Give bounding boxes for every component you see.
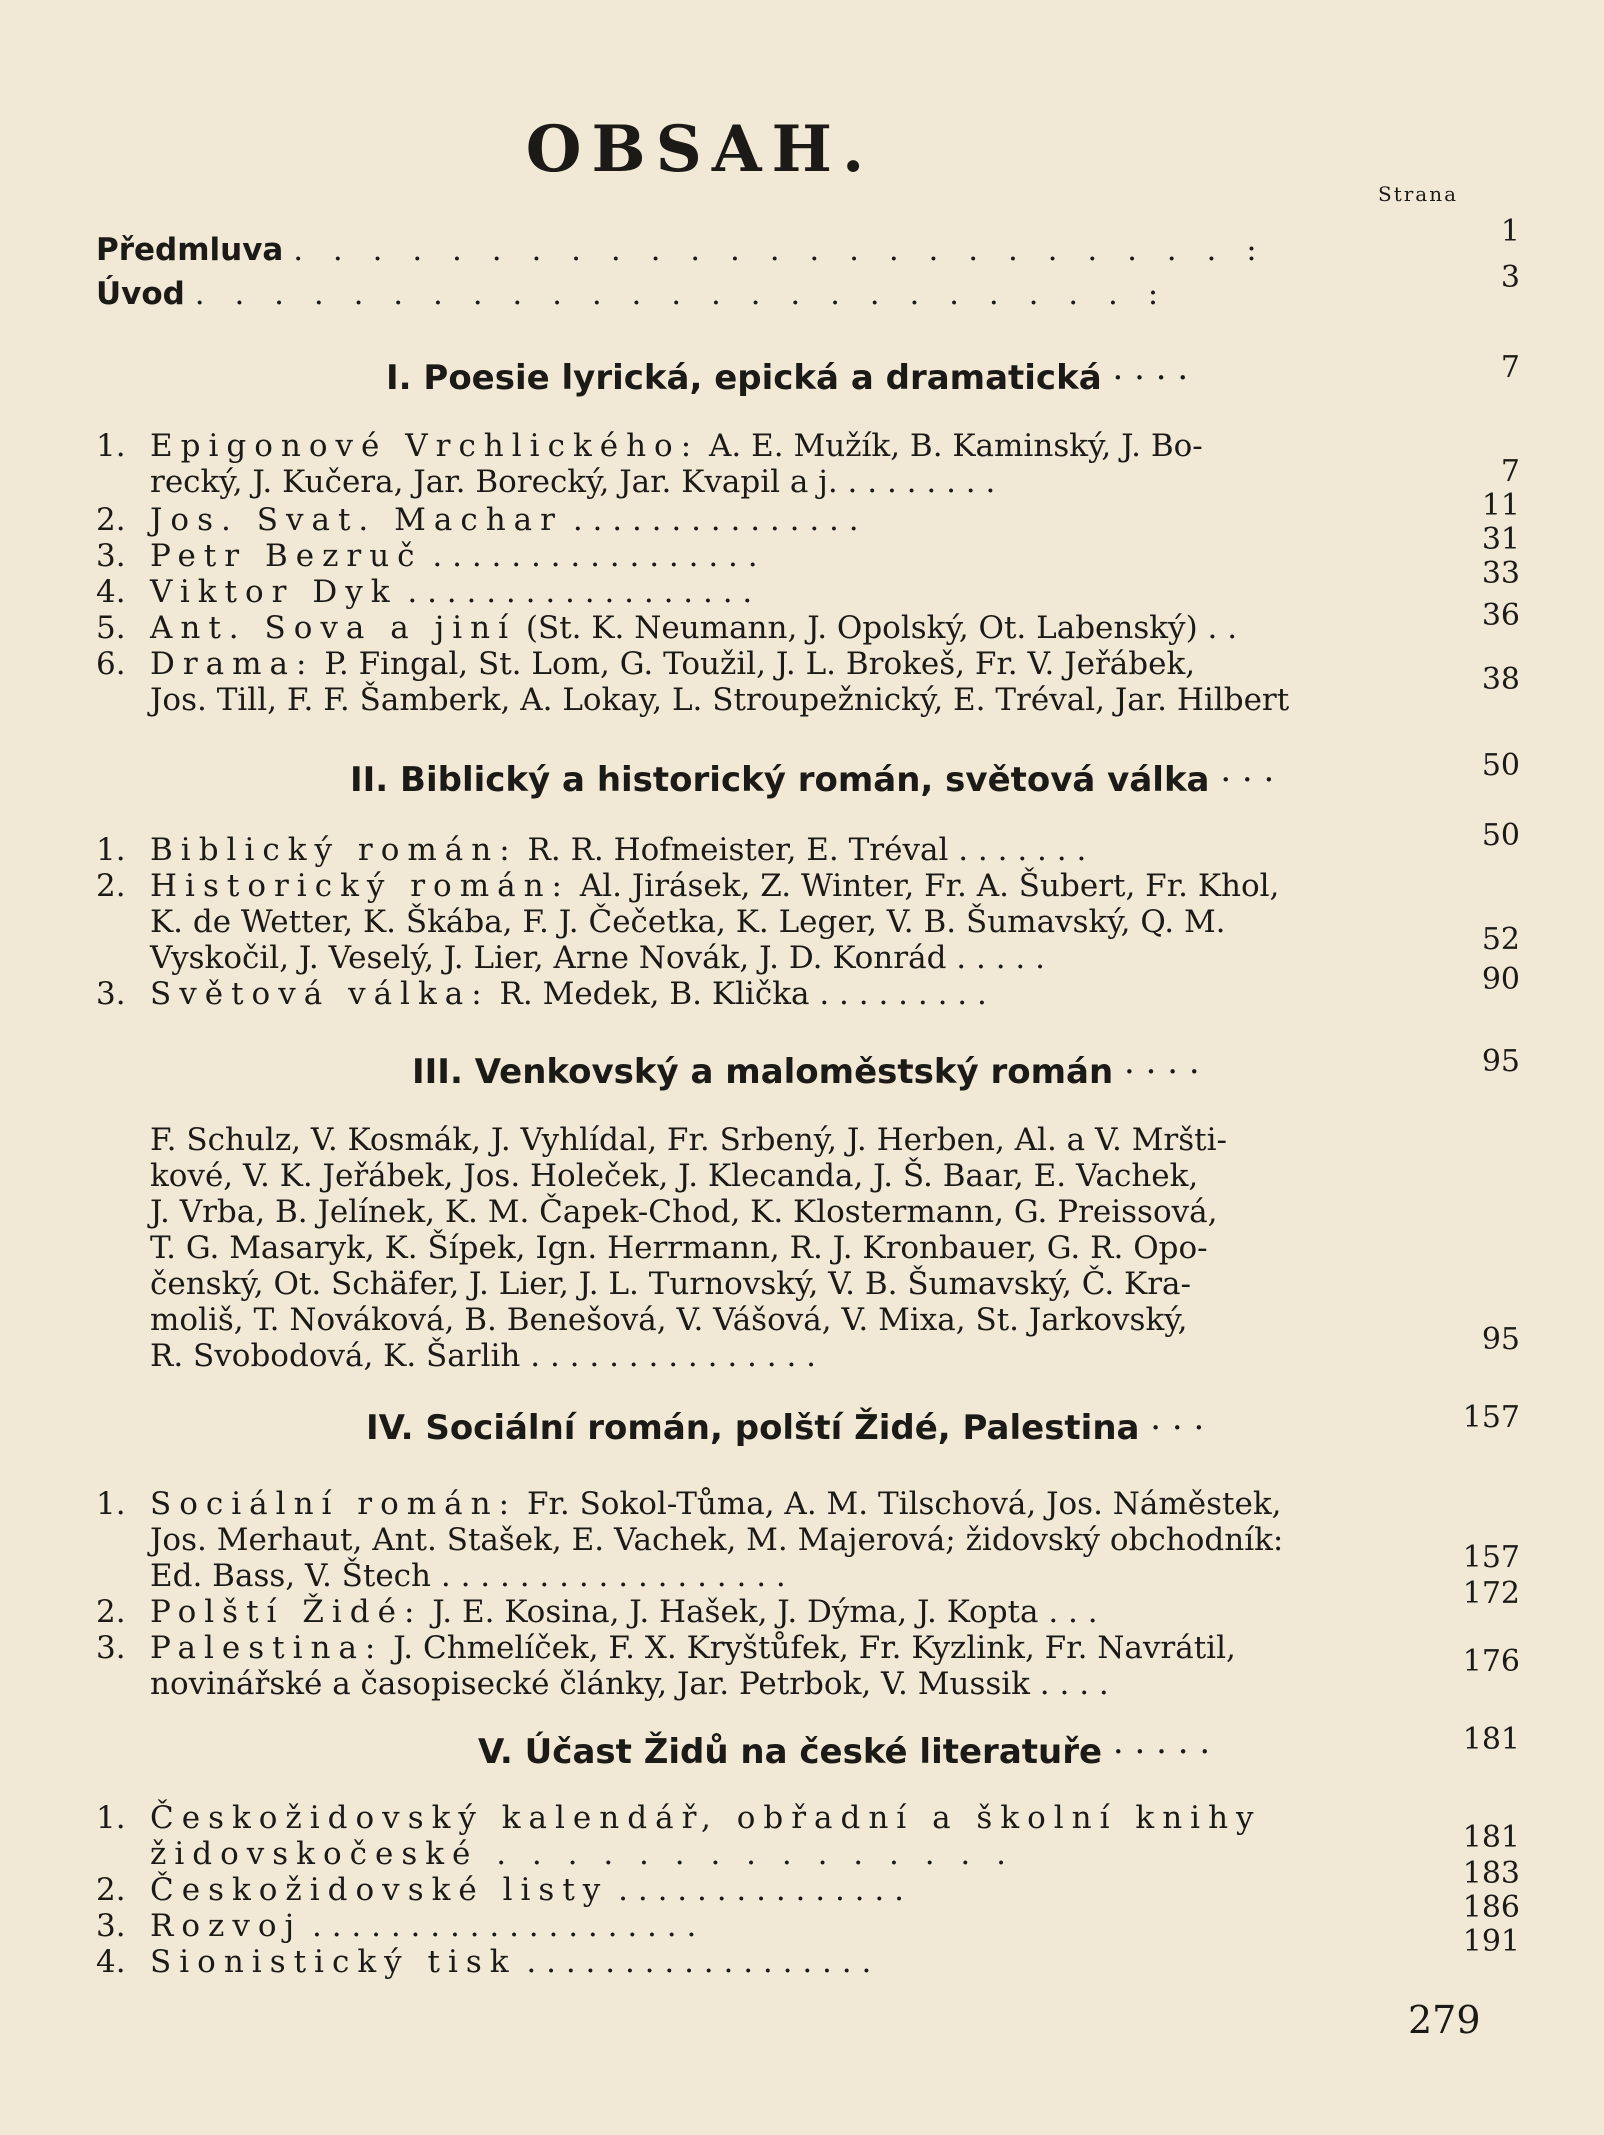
page-number: 181 xyxy=(1462,1722,1520,1757)
item-number: 3. xyxy=(96,1908,126,1944)
leader-dots: . . . . . . . . . . . . . . . . . . xyxy=(526,1944,872,1980)
item-text: Ed. Bass, V. Štech . . . . . . . . . . . . . . . . . . xyxy=(150,1558,786,1594)
page-number: 191 xyxy=(1462,1924,1520,1959)
toc-item xyxy=(150,832,1086,868)
item-heading: Ant. Sova a jiní xyxy=(150,610,517,646)
item-text: K. de Wetter, K. Škába, F. J. Čečetka, K. Leger, V. B. Šumavský, Q. M. xyxy=(150,904,1226,940)
item-text: F. Schulz, V. Kosmák, J. Vyhlídal, Fr. Srbený, J. Herben, Al. a V. Mršti- xyxy=(150,1122,1228,1158)
leader-dots: . . . . . . . . . . . . . . . xyxy=(618,1872,904,1908)
section-heading xyxy=(412,1054,1200,1090)
item-text: recký, J. Kučera, Jar. Borecký, Jar. Kvapil a j. . . . . . . . . xyxy=(150,464,996,500)
page-number: 50 xyxy=(1481,818,1520,853)
page-number: 95 xyxy=(1481,1044,1520,1079)
item-number: 1. xyxy=(96,832,126,868)
item-number: 5. xyxy=(96,610,126,646)
page-number: 33 xyxy=(1481,556,1520,591)
item-text: Jos. Merhaut, Ant. Stašek, E. Vachek, M. Majerová; židovský obchodník: xyxy=(150,1522,1284,1558)
page-number: 181 xyxy=(1462,1820,1520,1855)
item-heading: Viktor Dyk xyxy=(150,574,398,610)
item-text: Al. Jirásek, Z. Winter, Fr. A. Šubert, Fr. Khol, xyxy=(579,868,1280,904)
item-heading: Jos. Svat. Machar xyxy=(150,502,563,538)
item-text: J. E. Kosina, J. Hašek, J. Dýma, J. Kopta . . . xyxy=(432,1594,1098,1630)
page-column-label: Strana xyxy=(1378,182,1459,206)
item-text: židovskočeské . . . . . . . . . . . . . . . xyxy=(150,1836,1014,1872)
toc-entry-uvod xyxy=(96,276,1168,312)
toc-item xyxy=(150,1594,1098,1630)
item-number: 4. xyxy=(96,574,126,610)
item-heading: Biblický román: xyxy=(150,832,518,868)
item-number: 2. xyxy=(96,502,126,538)
leader-dots: · · · · xyxy=(1124,1052,1200,1092)
item-number: 3. xyxy=(96,538,126,574)
toc-item xyxy=(150,574,752,610)
section-heading xyxy=(366,1410,1204,1446)
page-number: 7 xyxy=(1500,454,1520,489)
section-heading xyxy=(350,762,1274,798)
item-number: 2. xyxy=(96,1872,126,1908)
toc-entry-predmluva xyxy=(96,232,1267,268)
item-number: 2. xyxy=(96,1594,126,1630)
page-number: 176 xyxy=(1462,1644,1520,1679)
leader-dots: . . . . . . . . . . . . . . . xyxy=(572,502,859,538)
leader-dots: . . . . . . . . . . . . . . . . . . . . . . . . : xyxy=(194,276,1169,312)
item-heading: Drama: xyxy=(150,646,315,682)
item-text: R. R. Hofmeister, E. Tréval . . . . . . . xyxy=(527,832,1087,868)
item-heading: Palestina: xyxy=(150,1630,384,1666)
leader-dots: . . . . . . . . . . . . . . . . . xyxy=(432,538,758,574)
item-text: Jos. Till, F. F. Šamberk, A. Lokay, L. Stroupežnický, E. Tréval, Jar. Hilbert xyxy=(150,682,1290,718)
leader-dots: . . . . . . . . . . . . . . . . . . xyxy=(407,574,753,610)
toc-item xyxy=(150,1800,1262,1836)
leader-dots: . . . . . . . . . . . . . . . . . . . . . . . . : xyxy=(293,232,1267,268)
item-text: A. E. Mužík, B. Kaminský, J. Bo- xyxy=(709,428,1203,464)
item-number: 4. xyxy=(96,1944,126,1980)
item-number: 1. xyxy=(96,1800,126,1836)
section-title: II. Biblický a historický román, světová válka xyxy=(350,760,1210,800)
toc-item xyxy=(150,428,1203,464)
item-text: Vyskočil, J. Veselý, J. Lier, Arne Novák, J. D. Konrád . . . . . xyxy=(150,940,1045,976)
item-text: J. Chmelíček, F. X. Kryštůfek, Fr. Kyzlink, Fr. Navrátil, xyxy=(393,1630,1236,1666)
toc-item xyxy=(150,502,859,538)
item-heading: Českožidovský kalendář, obřadní a školní knihy xyxy=(150,1800,1262,1836)
item-heading: Sociální román: xyxy=(150,1486,518,1522)
page-number: 172 xyxy=(1462,1576,1520,1611)
section-title: IV. Sociální román, polští Židé, Palestina xyxy=(366,1408,1140,1448)
item-heading: Sionistický tisk xyxy=(150,1944,517,1980)
item-heading: Historický román: xyxy=(150,868,570,904)
toc-item xyxy=(150,868,1279,904)
item-text: kové, V. K. Jeřábek, Jos. Holeček, J. Klecanda, J. Š. Baar, E. Vachek, xyxy=(150,1158,1199,1194)
page-number: 157 xyxy=(1462,1540,1520,1575)
item-text: Fr. Sokol-Tůma, A. M. Tilschová, Jos. Náměstek, xyxy=(526,1486,1282,1522)
page-number: 11 xyxy=(1481,488,1520,523)
page-number: 3 xyxy=(1500,260,1520,295)
section-title: I. Poesie lyrická, epická a dramatická xyxy=(386,358,1102,398)
item-number: 6. xyxy=(96,646,126,682)
item-heading: Světová válka: xyxy=(150,976,490,1012)
page-number: 1 xyxy=(1500,214,1520,249)
toc-item xyxy=(150,1872,904,1908)
item-text: R. Medek, B. Klička . . . . . . . . . xyxy=(499,976,987,1012)
item-text: moliš, T. Nováková, B. Benešová, V. Vášová, V. Mixa, St. Jarkovský, xyxy=(150,1302,1188,1338)
item-number: 2. xyxy=(96,868,126,904)
toc-item xyxy=(150,1944,871,1980)
page-number: 90 xyxy=(1481,962,1520,997)
item-heading: Petr Bezruč xyxy=(150,538,423,574)
section-heading xyxy=(386,360,1188,396)
page-number: 183 xyxy=(1462,1856,1520,1891)
item-number: 3. xyxy=(96,976,126,1012)
page-number: 36 xyxy=(1481,598,1520,633)
toc-item xyxy=(150,538,758,574)
toc-item xyxy=(150,610,1237,646)
leader-dots: · · · · xyxy=(1112,358,1189,398)
leader-dots: . . . . . . . . . . . . . . . . . . . . xyxy=(312,1908,697,1944)
item-number: 1. xyxy=(96,1486,126,1522)
item-heading: Polští Židé: xyxy=(150,1594,423,1630)
page-number: 157 xyxy=(1462,1400,1520,1435)
page-number: 186 xyxy=(1462,1890,1520,1925)
item-text: R. Svobodová, K. Šarlih . . . . . . . . . . . . . . . xyxy=(150,1338,817,1374)
toc-item xyxy=(150,646,1195,682)
toc-item xyxy=(150,1486,1282,1522)
page-number: 38 xyxy=(1481,662,1520,697)
entry-label: Předmluva xyxy=(96,232,284,268)
leader-dots: · · · · · xyxy=(1112,1732,1211,1772)
page-number: 52 xyxy=(1481,922,1520,957)
item-number: 1. xyxy=(96,428,126,464)
page-number: 31 xyxy=(1481,522,1520,557)
folio-page-number: 279 xyxy=(1408,1998,1481,2042)
item-text: P. Fingal, St. Lom, G. Toužil, J. L. Brokeš, Fr. V. Jeřábek, xyxy=(324,646,1196,682)
leader-dots: · · · xyxy=(1150,1408,1205,1448)
page-number: 95 xyxy=(1481,1322,1520,1357)
section-heading xyxy=(478,1734,1210,1770)
item-text: čenský, Ot. Schäfer, J. Lier, J. L. Turnovský, V. B. Šumavský, Č. Kra- xyxy=(150,1266,1191,1302)
item-text: T. G. Masaryk, K. Šípek, Ign. Herrmann, R. J. Kronbauer, G. R. Opo- xyxy=(150,1230,1208,1266)
page-number: 7 xyxy=(1500,350,1520,385)
toc-item xyxy=(150,1630,1236,1666)
toc-item xyxy=(150,1908,696,1944)
item-heading: Epigonové Vrchlického: xyxy=(150,428,700,464)
item-text: (St. K. Neumann, J. Opolský, Ot. Labenský) . . xyxy=(525,610,1238,646)
section-title: III. Venkovský a maloměstský román xyxy=(412,1052,1114,1092)
toc-item-continuation xyxy=(150,1836,1014,1872)
leader-dots: · · · xyxy=(1220,760,1275,800)
page-number: 50 xyxy=(1481,748,1520,783)
item-heading: Českožidovské listy xyxy=(150,1872,609,1908)
entry-label: Úvod xyxy=(96,276,185,312)
item-text: novinářské a časopisecké články, Jar. Petrbok, V. Mussik . . . . xyxy=(150,1666,1109,1702)
toc-item xyxy=(150,976,987,1012)
item-number: 3. xyxy=(96,1630,126,1666)
section-title: V. Účast Židů na české literatuře xyxy=(478,1732,1103,1772)
item-text: J. Vrba, B. Jelínek, K. M. Čapek-Chod, K. Klostermann, G. Preissová, xyxy=(150,1194,1218,1230)
page-title: OBSAH. xyxy=(525,112,875,187)
item-heading: Rozvoj xyxy=(150,1908,303,1944)
